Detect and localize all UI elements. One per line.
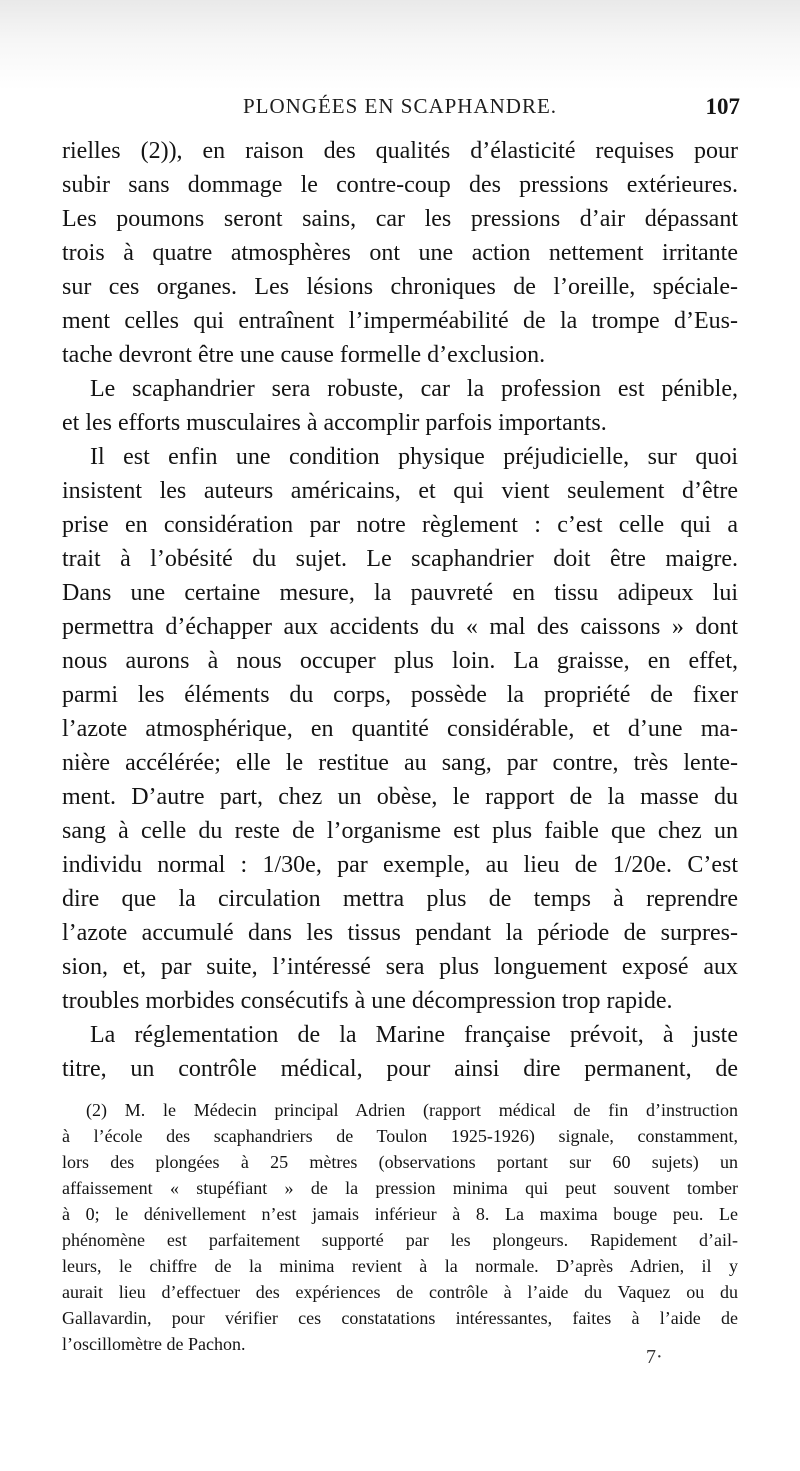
- footnote-line: l’oscillomètre de Pachon.: [62, 1334, 246, 1354]
- text-line: nière accélérée; elle le restitue au sang, par contre, très lente-: [62, 750, 738, 776]
- text-line: La réglementation de la Marine française prévoit, à juste: [90, 1022, 738, 1048]
- text-line: nous aurons à nous occuper plus loin. La graisse, en effet,: [62, 648, 738, 674]
- text-line: et les efforts musculaires à accomplir parfois importants.: [62, 410, 607, 436]
- footnote-line: leurs, le chiffre de la minima revient à la normale. D’après Adrien, il y: [62, 1256, 738, 1276]
- text-line: trois à quatre atmosphères ont une action nettement irritante: [62, 240, 738, 266]
- text-line: subir sans dommage le contre-coup des pressions extérieures.: [62, 172, 738, 198]
- footnote: [62, 1097, 738, 1357]
- text-line: individu normal : 1/30e, par exemple, au lieu de 1/20e. C’est: [62, 852, 738, 878]
- page-header: [60, 94, 740, 124]
- running-head: PLONGÉES EN SCAPHANDRE.: [242, 94, 558, 118]
- text-line: trait à l’obésité du sujet. Le scaphandrier doit être maigre.: [62, 546, 738, 572]
- footnote-line: affaissement « stupéfiant » de la pression minima qui peut souvent tomber: [62, 1178, 738, 1198]
- text-line: tache devront être une cause formelle d’exclusion.: [62, 342, 546, 368]
- body-text: [62, 134, 738, 1086]
- text-line: sang à celle du reste de l’organisme est plus faible que chez un: [62, 818, 738, 844]
- text-line: titre, un contrôle médical, pour ainsi dire permanent, de: [62, 1056, 738, 1082]
- footnote-line: Gallavardin, pour vérifier ces constatations intéressantes, faites à l’aide de: [62, 1308, 738, 1328]
- footnote-line: phénomène est parfaitement supporté par les plongeurs. Rapidement d’ail-: [62, 1230, 738, 1250]
- text-line: insistent les auteurs américains, et qui vient seulement d’être: [62, 478, 738, 504]
- text-line: troubles morbides consécutifs à une décompression trop rapide.: [62, 988, 673, 1014]
- text-line: prise en considération par notre règlement : c’est celle qui a: [62, 512, 738, 538]
- footnote-line: aurait lieu d’effectuer des expériences de contrôle à l’aide du Vaquez ou du: [62, 1282, 738, 1302]
- text-line: parmi les éléments du corps, possède la propriété de fixer: [62, 682, 738, 708]
- page-number: 107: [705, 94, 740, 119]
- text-line: Le scaphandrier sera robuste, car la profession est pénible,: [90, 376, 738, 402]
- text-line: ment celles qui entraînent l’imperméabilité de la trompe d’Eus-: [62, 308, 738, 334]
- footnote-line: lors des plongées à 25 mètres (observations portant sur 60 sujets) un: [62, 1152, 738, 1172]
- text-line: Les poumons seront sains, car les pressions d’air dépassant: [62, 206, 738, 232]
- text-line: l’azote atmosphérique, en quantité considérable, et d’une ma-: [62, 716, 738, 742]
- text-line: dire que la circulation mettra plus de temps à reprendre: [62, 886, 738, 912]
- footnote-line: à l’école des scaphandriers de Toulon 1925-1926) signale, constamment,: [62, 1126, 738, 1146]
- footnote-line: à 0; le dénivellement n’est jamais inférieur à 8. La maxima bouge peu. Le: [62, 1204, 738, 1224]
- text-line: sion, et, par suite, l’intéressé sera plus longuement exposé aux: [62, 954, 738, 980]
- signature-mark: 7·: [646, 1346, 663, 1368]
- text-line: permettra d’échapper aux accidents du « mal des caissons » dont: [62, 614, 738, 640]
- text-line: Dans une certaine mesure, la pauvreté en tissu adipeux lui: [62, 580, 738, 606]
- footnote-line: (2) M. le Médecin principal Adrien (rapport médical de fin d’instruction: [86, 1100, 738, 1120]
- text-line: Il est enfin une condition physique préjudicielle, sur quoi: [90, 444, 738, 470]
- text-line: l’azote accumulé dans les tissus pendant la période de surpres-: [62, 920, 738, 946]
- text-line: rielles (2)), en raison des qualités d’élasticité requises pour: [62, 138, 738, 164]
- text-line: sur ces organes. Les lésions chroniques de l’oreille, spéciale-: [62, 274, 738, 300]
- text-line: ment. D’autre part, chez un obèse, le rapport de la masse du: [62, 784, 738, 810]
